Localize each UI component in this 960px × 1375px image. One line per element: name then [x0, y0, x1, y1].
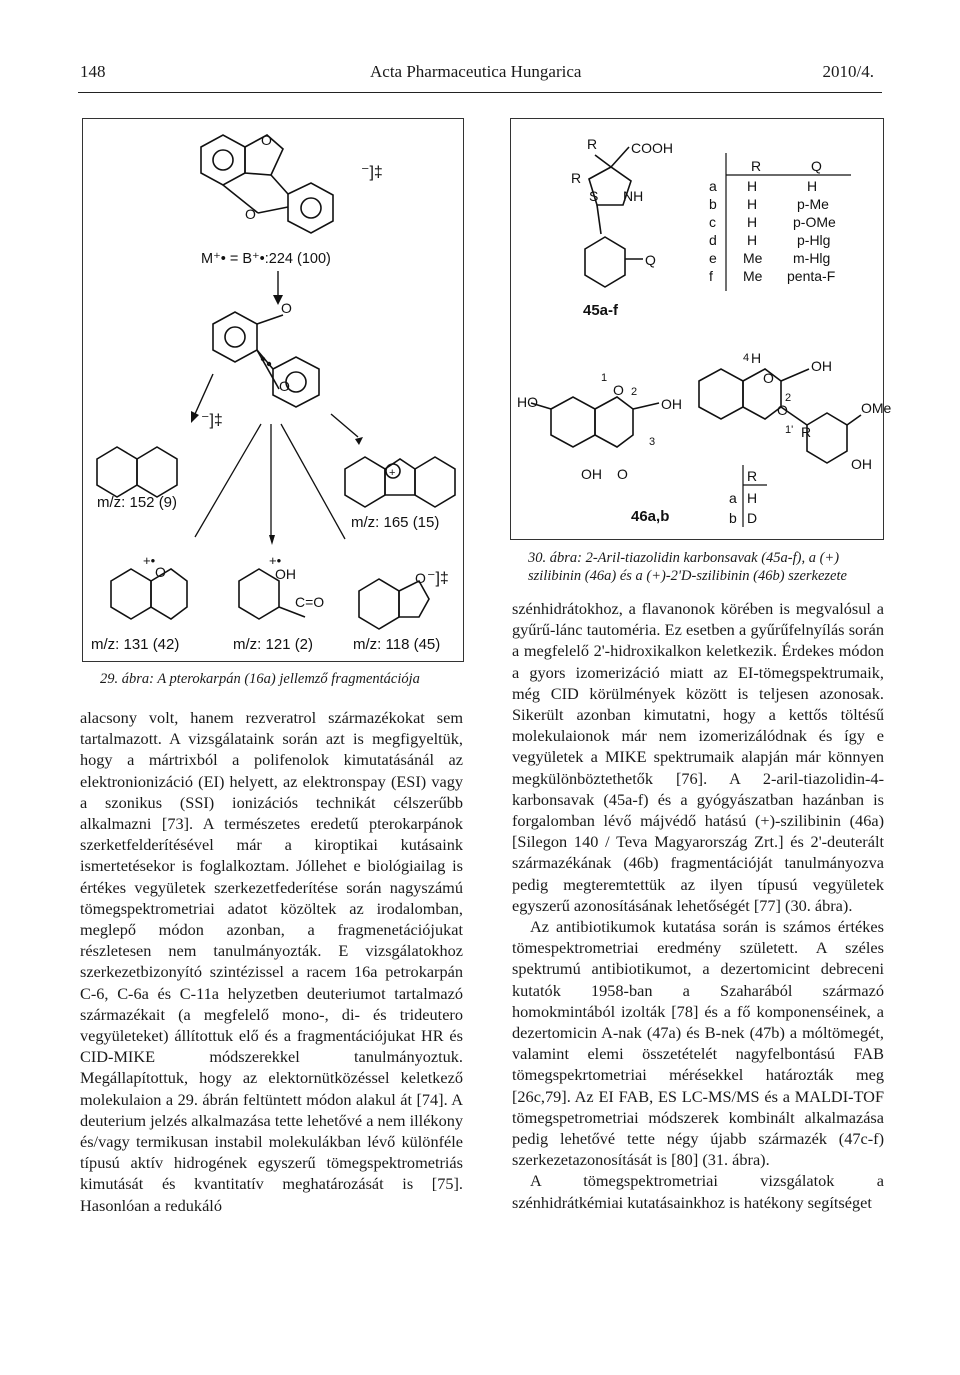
svg-text:+•: +•	[269, 553, 282, 568]
thiazolidine-silybin-scheme	[511, 119, 892, 539]
svg-text:OH: OH	[661, 396, 682, 412]
svg-text:OH: OH	[275, 566, 296, 582]
svg-text:R: R	[751, 158, 762, 174]
svg-text:R: R	[801, 424, 812, 440]
molecular-ion-label: M⁺• = B⁺•:224 (100)	[201, 251, 331, 267]
svg-text:penta-F: penta-F	[787, 268, 836, 284]
svg-text:S: S	[589, 188, 599, 204]
svg-text:a: a	[709, 178, 717, 194]
svg-text:D: D	[747, 510, 758, 526]
svg-text:HO: HO	[517, 394, 538, 410]
left-paragraph-1: alacsony volt, hanem rezveratrol származékokat sem tartalmazott. A vizsgálataink során azt is megfigyeltük, hogy a mártrixból a polifenolok kimutatásánál az elektronionizáció (EI) helyett, az elektronspay (ESI) vagy a szonikus (SSI) ionizációs technikát célszerűbb alkalmazni [73]. A természetes eredetű pterokarpánok szerketfelderítésével már a kiroptikai kutásaink ismertetésekor is foglalkoztam. Jóllehet e biológiailag is értékes vegyületek szerkezetfederítése során nagyszámú tömegspektrometriai adatot közöltek az irodalomban, meglepő módon azonban, a fragmenetációjukat részletesen nem tanulmányozták. E vizsgálatokhoz szerkezetbizonyító szintézissel a racem 16a petrokarpán C-6, C-6a és C-11a helyzetben deuteriumot tartalmazó származékait (a megfelelő mono-, di- és trideutero vegyületeket) állítottuk elő és a fragmentációjukat HR és CID-MIKE módszerekkel tanulmányoztuk. Megállapítottuk, hogy az elektornütközéssel keletkező molekulaion a 29. ábrán feltüntett módon alakul át [74]. A deuterium jelzés alkalmazása tette lehetővé a nem illékony és/vagy termikusan instabil molekulákban lévő különféle típusú aktív hidrogének egyszerű tömegspektrometriás kimutását és kvantitatív meghatározását is [75]. Hasonlóan a redukáló	[80, 708, 463, 1215]
svg-text:O: O	[777, 402, 788, 418]
svg-text:OMe: OMe	[861, 400, 892, 416]
svg-text:b: b	[729, 510, 737, 526]
svg-text:Q: Q	[811, 158, 822, 174]
svg-text:1: 1	[601, 372, 608, 384]
svg-text:Me: Me	[743, 250, 763, 266]
svg-text:H: H	[751, 350, 762, 366]
fragment-152-label: m/z: 152 (9)	[97, 494, 178, 511]
right-column	[512, 598, 884, 1213]
svg-text:Me: Me	[743, 268, 763, 284]
svg-text:O: O	[617, 466, 628, 482]
issue-number: 2010/4.	[822, 62, 874, 81]
compound-45-label: 45a-f	[583, 302, 619, 319]
svg-text:⁻]‡: ⁻]‡	[201, 412, 223, 429]
parent-pterocarpan-structure	[201, 135, 333, 233]
svg-text:p-Hlg: p-Hlg	[797, 232, 831, 248]
svg-text:O: O	[281, 300, 292, 316]
svg-text:4: 4	[743, 352, 750, 364]
fragment-165-label: m/z: 165 (15)	[351, 514, 440, 531]
fragment-118-label: m/z: 118 (45)	[353, 636, 441, 653]
svg-text:OH: OH	[581, 466, 602, 482]
page-number: 148	[80, 62, 106, 81]
svg-text:b: b	[709, 196, 717, 212]
intermediate-structure	[213, 312, 319, 407]
svg-text:NH: NH	[623, 188, 644, 204]
svg-text:OH: OH	[811, 358, 832, 374]
substituent-table-45	[709, 158, 836, 284]
right-paragraph-3: A tömegspektrometriai vizsgálatok a szénhidrátkémiai kutatásainkhoz is hatékony segítséget	[512, 1171, 884, 1212]
svg-text:m-Hlg: m-Hlg	[793, 250, 831, 266]
oxygen-label: O	[261, 132, 272, 148]
svg-text:R: R	[587, 136, 598, 152]
fluorenyl-cation-structure	[345, 457, 455, 507]
left-column	[80, 707, 463, 1216]
svg-text:⁻]‡: ⁻]‡	[427, 570, 449, 587]
biphenylene-structure	[97, 447, 177, 497]
svg-text:a: a	[729, 490, 737, 506]
journal-title: Acta Pharmaceutica Hungarica	[370, 62, 582, 81]
svg-text:p-OMe: p-OMe	[793, 214, 836, 230]
svg-text:3: 3	[649, 436, 656, 448]
svg-text:O: O	[763, 370, 774, 386]
fragment-131-label: m/z: 131 (42)	[91, 636, 180, 653]
figure-30-caption: 30. ábra: 2-Aril-tiazolidin karbonsavak (45a-f), a (+) szilibinin (46a) és a (+)-2'D-szilibinin (46b) szerkezete	[528, 550, 847, 584]
figure-29-caption: 29. ábra: A pterokarpán (16a) jellemző fragmentációja	[100, 671, 420, 687]
svg-text:O: O	[613, 382, 624, 398]
svg-text:c: c	[709, 214, 716, 230]
svg-text:H: H	[747, 214, 758, 230]
fragmentation-scheme	[83, 119, 463, 661]
svg-text:Q: Q	[645, 252, 656, 268]
svg-text:O: O	[415, 570, 426, 586]
figure-29	[82, 118, 464, 662]
svg-text:+•: +•	[143, 553, 156, 568]
svg-text:f: f	[709, 268, 713, 284]
svg-text:p-Me: p-Me	[797, 196, 829, 212]
svg-text:d: d	[709, 232, 717, 248]
svg-text:e: e	[709, 250, 717, 266]
svg-text:O: O	[155, 564, 166, 580]
benzopyrylium-structure	[111, 569, 187, 619]
right-paragraph-1: szénhidrátokhoz, a flavanonok körében is megvalósul a gyűrű-lánc tautoméria. Ez esetben a gyűrűfelnyílás során a megfelelő 2'-hidroxikalkon keletkezik. Érdekes módon a gyors izomerizáció miatt az EI-tömegspektrumaik, még CID körülmények között is teljesen azonosak. Sikerült azonban kimutatni, hogy a kettős töltésű molekulaionok már nem izomerizálódnak és így e vegyületek a MIKE spektrumaik alapján már könnyen megkülönböztethetők [76]. A 2-aril-tiazolidin-4-karbonsavak (45a-f) és a gyógyászatban hazánban is forgalomban lévő májvédő hatású (+)-szilibinin (46a) [Silegon 140 / Teva Magyarország Zrt.] és 2'-deuterált származékának (46b) fragmentációját tanulmányozva pedig megteremtettük az ilyen típusú vegyületek egyszerű azonosításának lehetőségét [77] (30. ábra).	[512, 599, 884, 915]
svg-text:H: H	[747, 196, 758, 212]
svg-text:R: R	[571, 170, 582, 186]
thiazolidine-acid-structure	[585, 147, 643, 287]
svg-text:COOH: COOH	[631, 140, 673, 156]
svg-text:+: +	[389, 467, 396, 479]
svg-text:2: 2	[785, 392, 792, 404]
svg-text:H: H	[747, 490, 758, 506]
svg-text:⁻]‡: ⁻]‡	[361, 164, 383, 181]
svg-text:O: O	[279, 378, 290, 394]
figure-30	[510, 118, 892, 540]
svg-text:H: H	[747, 232, 758, 248]
right-paragraph-2: Az antibiotikumok kutatása során is számos értékes tömespektrometriai eredmény született. A széles spektrumú antibiotikumot, a dezertomicint debreceni kutatók 1958-ban a Szaharából származó homokmintából izolták [78] és a fő komponenséinek, a dezertomicin A-nak (47a) és B-nek (47b) a móltömegét, valamint elemi összetételét nagyfelbontású FAB tömegspekrtometriai mérésekkel határozták meg [26c,79]. Az EI FAB, ES LC-MS/MS és a MALDI-TOF tömegspetrometriai módszerek kombinált alkalmazása pedig lehetővé tette négy újabb származék (47c-f) szerkezetazonosítását is [80] (31. ábra).	[512, 917, 884, 1170]
svg-text:1': 1'	[785, 424, 794, 436]
svg-text:C=O: C=O	[295, 594, 325, 610]
svg-text:2: 2	[631, 386, 638, 398]
svg-text:OH: OH	[851, 456, 872, 472]
compound-46-label: 46a,b	[631, 508, 670, 525]
fragment-121-label: m/z: 121 (2)	[233, 636, 314, 653]
svg-text:H: H	[807, 178, 818, 194]
header-rule	[78, 92, 882, 93]
svg-text:O: O	[245, 206, 256, 222]
svg-text:H: H	[747, 178, 758, 194]
svg-text:R: R	[747, 468, 758, 484]
silybin-structure	[531, 369, 861, 463]
benzofuran-structure	[359, 579, 429, 629]
